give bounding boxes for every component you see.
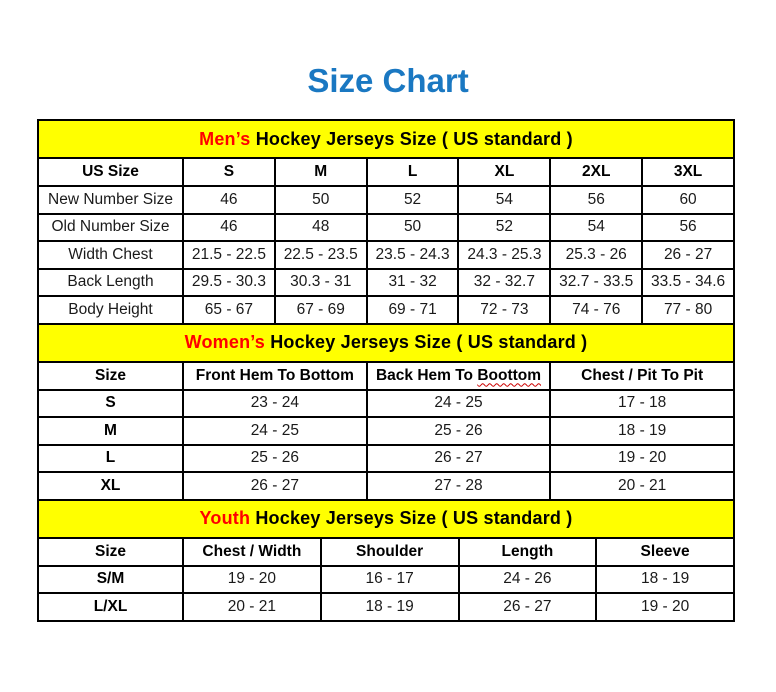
womens-size-table (37, 323, 735, 501)
mens-table-cell: 30.3 - 31 (275, 269, 367, 297)
womens-table-cell: 27 - 28 (367, 472, 551, 500)
womens-table-cell: 26 - 27 (367, 445, 551, 473)
youth-table-cell: 24 - 26 (459, 566, 597, 594)
womens-table-cell: 17 - 18 (550, 390, 734, 418)
womens-section-rest-label: Hockey Jerseys Size ( US standard ) (265, 332, 588, 352)
mens-table-cell: 74 - 76 (550, 296, 642, 324)
mens-table-cell: 29.5 - 30.3 (183, 269, 275, 297)
youth-section-title (38, 500, 734, 538)
womens-table-row (38, 445, 734, 473)
womens-table-cell: 24 - 25 (183, 417, 367, 445)
mens-table-cell: 24.3 - 25.3 (458, 241, 550, 269)
youth-table-cell: 26 - 27 (459, 593, 597, 621)
womens-table-cell: 23 - 24 (183, 390, 367, 418)
misspelled-word: Boottom (477, 366, 542, 384)
youth-section-header-row (38, 500, 734, 538)
mens-table-cell: 52 (458, 214, 550, 242)
youth-column-header-row (38, 538, 734, 566)
mens-table-cell: 32 - 32.7 (458, 269, 550, 297)
mens-table-cell: 31 - 32 (367, 269, 459, 297)
womens-table-cell: 25 - 26 (367, 417, 551, 445)
mens-table-cell: 22.5 - 23.5 (275, 241, 367, 269)
womens-table-cell: 20 - 21 (550, 472, 734, 500)
womens-table-cell: 19 - 20 (550, 445, 734, 473)
mens-table-row (38, 186, 734, 214)
youth-section-accent-label: Youth (199, 508, 251, 528)
mens-column-header: 2XL (550, 158, 642, 186)
youth-table-cell: 18 - 19 (596, 566, 734, 594)
mens-table-cell: 25.3 - 26 (550, 241, 642, 269)
womens-column-header-row (38, 362, 734, 390)
mens-table-cell: 48 (275, 214, 367, 242)
mens-row-label: Width Chest (38, 241, 183, 269)
womens-column-header: Back Hem To Boottom (367, 362, 551, 390)
youth-column-header: Size (38, 538, 183, 566)
mens-row-label: Old Number Size (38, 214, 183, 242)
womens-column-header: Size (38, 362, 183, 390)
mens-table-cell: 67 - 69 (275, 296, 367, 324)
mens-column-header: XL (458, 158, 550, 186)
mens-table-cell: 26 - 27 (642, 241, 734, 269)
mens-section-header-row (38, 120, 734, 158)
mens-table-row (38, 241, 734, 269)
mens-table-cell: 56 (550, 186, 642, 214)
youth-table-cell: 19 - 20 (596, 593, 734, 621)
womens-row-label: S (38, 390, 183, 418)
mens-column-header: 3XL (642, 158, 734, 186)
size-chart-tables (37, 119, 735, 622)
youth-column-header: Shoulder (321, 538, 459, 566)
youth-table-cell: 18 - 19 (321, 593, 459, 621)
womens-row-label: L (38, 445, 183, 473)
womens-section-header-row (38, 324, 734, 362)
mens-table-cell: 46 (183, 214, 275, 242)
youth-size-table (37, 499, 735, 622)
womens-table-row (38, 472, 734, 500)
womens-table-cell: 25 - 26 (183, 445, 367, 473)
mens-table-cell: 60 (642, 186, 734, 214)
mens-section-accent-label: Men’s (199, 128, 251, 149)
womens-column-header: Front Hem To Bottom (183, 362, 367, 390)
mens-row-label: New Number Size (38, 186, 183, 214)
mens-table-cell: 72 - 73 (458, 296, 550, 324)
womens-section-accent-label: Women’s (184, 332, 266, 352)
mens-table-cell: 65 - 67 (183, 296, 275, 324)
page-title: Size Chart (307, 62, 469, 99)
womens-table-cell: 18 - 19 (550, 417, 734, 445)
mens-row-label: Body Height (38, 296, 183, 324)
mens-row-label: Back Length (38, 269, 183, 297)
mens-table-cell: 23.5 - 24.3 (367, 241, 459, 269)
womens-row-label: M (38, 417, 183, 445)
youth-table-cell: 20 - 21 (183, 593, 321, 621)
youth-table-row (38, 566, 734, 594)
mens-table-row (38, 214, 734, 242)
womens-table-row (38, 390, 734, 418)
mens-table-cell: 46 (183, 186, 275, 214)
mens-size-table (37, 119, 735, 325)
youth-row-label: S/M (38, 566, 183, 594)
youth-row-label: L/XL (38, 593, 183, 621)
youth-column-header: Chest / Width (183, 538, 321, 566)
mens-table-cell: 52 (367, 186, 459, 214)
mens-table-cell: 50 (367, 214, 459, 242)
womens-table-row (38, 417, 734, 445)
youth-column-header: Length (459, 538, 597, 566)
youth-column-header: Sleeve (596, 538, 734, 566)
mens-column-header: M (275, 158, 367, 186)
womens-table-cell: 24 - 25 (367, 390, 551, 418)
womens-section-title (38, 324, 734, 362)
mens-table-cell: 50 (275, 186, 367, 214)
mens-table-cell: 32.7 - 33.5 (550, 269, 642, 297)
mens-column-header: L (367, 158, 459, 186)
womens-row-label: XL (38, 472, 183, 500)
womens-column-header: Chest / Pit To Pit (550, 362, 734, 390)
womens-table-cell: 26 - 27 (183, 472, 367, 500)
youth-table-cell: 16 - 17 (321, 566, 459, 594)
mens-section-rest-label: Hockey Jerseys Size ( US standard ) (250, 128, 573, 149)
mens-table-cell: 77 - 80 (642, 296, 734, 324)
mens-table-cell: 54 (458, 186, 550, 214)
mens-table-cell: 33.5 - 34.6 (642, 269, 734, 297)
mens-table-cell: 56 (642, 214, 734, 242)
mens-section-title (38, 120, 734, 158)
mens-table-cell: 21.5 - 22.5 (183, 241, 275, 269)
youth-section-rest-label: Hockey Jerseys Size ( US standard ) (250, 508, 573, 528)
mens-table-row (38, 296, 734, 324)
mens-column-header: S (183, 158, 275, 186)
mens-table-cell: 54 (550, 214, 642, 242)
youth-table-row (38, 593, 734, 621)
mens-column-header-row (38, 158, 734, 186)
mens-table-row (38, 269, 734, 297)
mens-table-cell: 69 - 71 (367, 296, 459, 324)
mens-column-header: US Size (38, 158, 183, 186)
youth-table-cell: 19 - 20 (183, 566, 321, 594)
